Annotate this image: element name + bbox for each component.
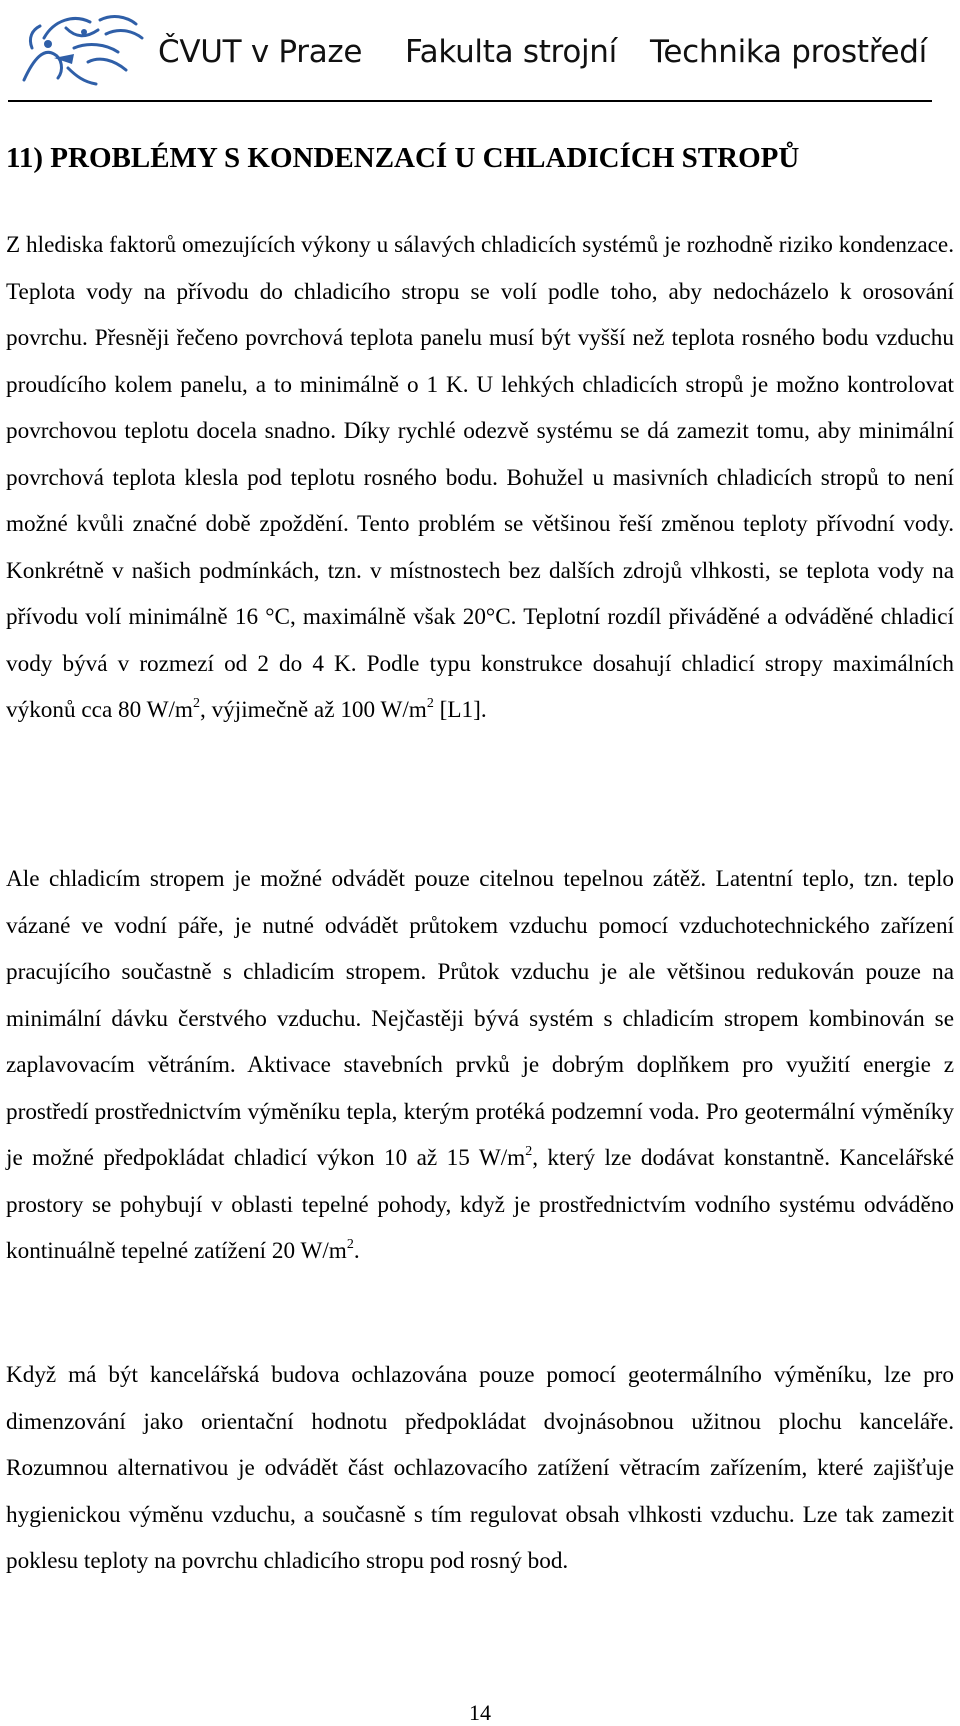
department-name: Technika prostředí (650, 34, 927, 70)
paragraph-1-text-c: [L1]. (433, 697, 487, 723)
paragraph-2-text-c: . (353, 1238, 360, 1264)
paragraph-2-text-a: Ale chladicím stropem je možné odvádět pouze citelnou tepelnou zátěž. Latentní teplo, tzn. teplo vázané ve vodní páře, je nutné odvádět průtokem vzduchu pomocí vzduchotechnického zařízení pracujícího součastně s chladicím stropem. Průtok vzduchu je ale většinou redukován pouze na minimální dávku čerstvého vzduchu. Nejčastěji bývá systém s chladicím stropem kombinován se zaplavovacím větráním. Aktivace stavebních prvků je dobrým doplňkem pro využití energie z prostředí prostřednictvím výměníku tepla, kterým protéká podzemní voda. Pro geotermální výměníky je možné předpokládat chladicí výkon 10 až 15 W/m (6, 866, 954, 1171)
university-name: ČVUT v Praze (158, 34, 363, 70)
faculty-name: Fakulta strojní (405, 34, 617, 70)
superscript: 2 (426, 696, 434, 711)
paragraph-1-text-b: , výjimečně až 100 W/m (199, 697, 427, 723)
ctu-lion-logo-icon (14, 8, 148, 88)
paragraph-geothermal: Když má být kancelářská budova ochlazována pouze pomocí geotermálního výměníku, lze pro dimenzování jako orientační hodnotu předpokládat dvojnásobnou užitnou plochu kanceláře. Rozumnou alternativou je odvádět část ochlazovacího zatížení větracím zařízením, které zajišťuje hygienickou výměnu vzduchu, a současně s tím regulovat obsah vlhkosti vzduchu. Lze tak zamezit poklesu teploty na povrchu chladicího stropu pod rosný bod. (6, 1362, 954, 1574)
page-header (0, 0, 960, 104)
header-divider (8, 100, 932, 102)
paragraph-2-text-b: , který lze dodávat konstantně. Kancelářské prostory se pohybují v oblasti tepelné pohody, když je prostřednictvím vodního systému odváděno kontinuálně tepelné zatížení 20 W/m (6, 1145, 954, 1264)
section-title: 11) PROBLÉMY S KONDENZACÍ U CHLADICÍCH STROPŮ (6, 142, 800, 174)
paragraph-1-text-a: Z hlediska faktorů omezujících výkony u sálavých chladicích systémů je rozhodně riziko kondenzace. Teplota vody na přívodu do chladicího stropu se volí podle toho, aby nedocházelo k orosování povrchu. Přesněji řečeno povrchová teplota panelu musí být vyšší než teplota rosného bodu vzduchu proudícího kolem panelu, a to minimálně o 1 K. U lehkých chladicích stropů je možno kontrolovat povrchovou teplotu docela snadno. Díky rychlé odezvě systému se dá zamezit tomu, aby minimální povrchová teplota klesla pod teplotu rosného bodu. Bohužel u masivních chladicích stropů to není možné kvůli značné době zpoždění. Tento problém se většinou řeší změnou teploty přívodní vody. Konkrétně v našich podmínkách, tzn. v místnostech bez dalších zdrojů vlhkosti, se teplota vody na přívodu volí minimálně 16 °C, maximálně však 20°C. Teplotní rozdíl přiváděné a odváděné chladicí vody bývá v rozmezí od 2 do 4 K. Podle typu konstrukce dosahují chladicí stropy maximálních výkonů cca 80 W/m (6, 232, 954, 723)
superscript: 2 (525, 1144, 533, 1159)
paragraph-condensation-risk (6, 222, 954, 734)
paragraph-latent-heat (6, 856, 954, 1275)
superscript: 2 (192, 696, 200, 711)
page-number: 14 (469, 1700, 491, 1725)
superscript: 2 (346, 1237, 354, 1252)
